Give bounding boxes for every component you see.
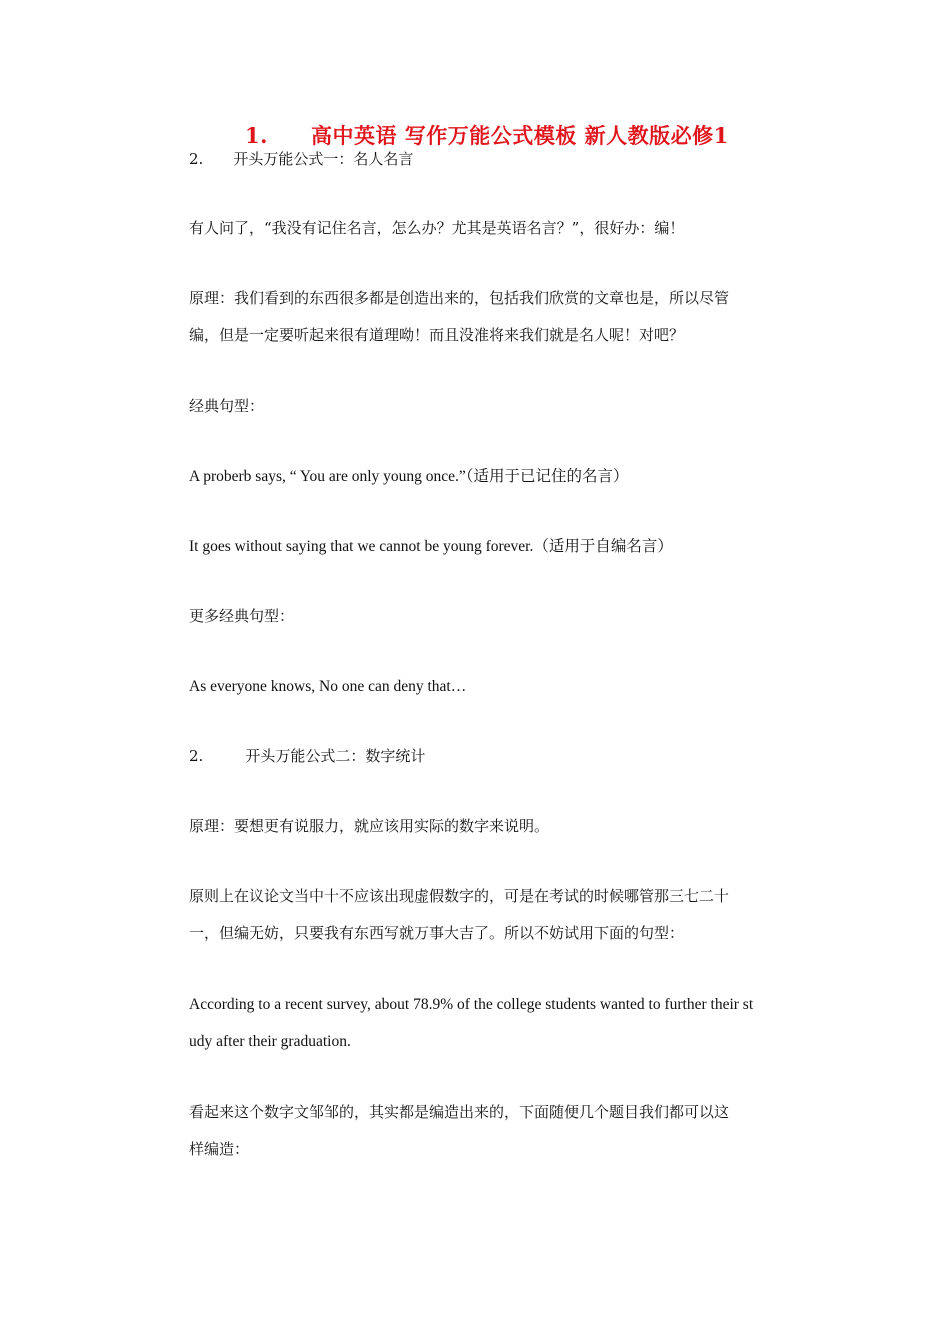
- paragraph-line: 原理：我们看到的东西很多都是创造出来的，包括我们欣赏的文章也是，所以尽管: [189, 289, 730, 307]
- paragraph-line: 经典句型：: [189, 397, 265, 415]
- example-sentence: A proberb says, “ You are only young once.”（适用于已记住的名言）: [189, 468, 629, 485]
- heading-formula-two: [189, 738, 809, 775]
- heading-number: 2.: [189, 150, 204, 168]
- heading-formula-one: [189, 141, 809, 178]
- example-sentence: As everyone knows, No one can deny that…: [189, 678, 467, 695]
- paragraph-line: 更多经典句型：: [189, 607, 295, 625]
- heading-text: 开头万能公式二：数字统计: [245, 747, 426, 765]
- example-sentence: udy after their graduation.: [189, 1033, 351, 1050]
- paragraph-line: 一，但编无妨，只要我有东西写就万事大吉了。所以不妨试用下面的句型：: [189, 924, 685, 942]
- paragraph-line: 看起来这个数字文邹邹的，其实都是编造出来的，下面随便几个题目我们都可以这: [189, 1103, 730, 1121]
- paragraph-line: 有人问了，“我没有记住名言，怎么办？尤其是英语名言？”，很好办：编！: [189, 219, 685, 237]
- paragraph-line: 原理：要想更有说服力，就应该用实际的数字来说明。: [189, 817, 550, 835]
- example-sentence: According to a recent survey, about 78.9% of the college students wanted to further their st: [189, 996, 754, 1013]
- heading-text: 开头万能公式一：名人名言: [233, 150, 414, 168]
- example-sentence: It goes without saying that we cannot be young forever.（适用于自编名言）: [189, 538, 673, 555]
- paragraph-line: 编，但是一定要听起来很有道理呦！而且没准将来我们就是名人呢！对吧？: [189, 326, 685, 344]
- paragraph-line: 样编造：: [189, 1140, 250, 1158]
- heading-number: 2.: [189, 747, 204, 765]
- title-number: 1.: [245, 123, 268, 148]
- title-text: 高中英语 写作万能公式模板 新人教版必修1: [311, 123, 729, 148]
- paragraph-line: 原则上在议论文当中十不应该出现虚假数字的，可是在考试的时候哪管那三七二十: [189, 887, 730, 905]
